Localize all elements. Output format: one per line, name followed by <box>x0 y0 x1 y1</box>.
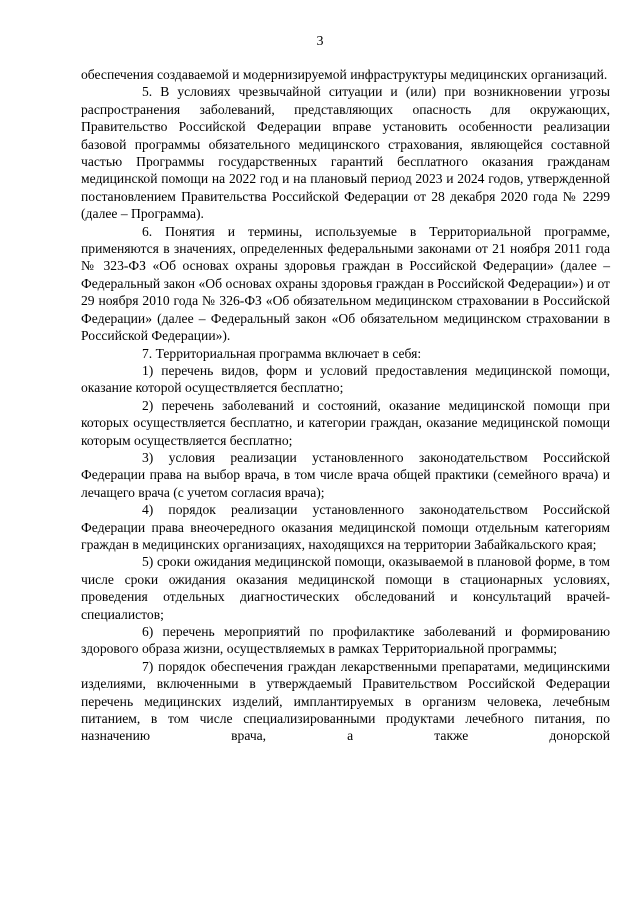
paragraph-continuation: обеспечения создаваемой и модернизируемой инфраструктуры медицинских организаций. <box>81 67 608 82</box>
list-item-7: 7) порядок обеспечения граждан лекарственными препаратами, медицинскими изделиями, включенными в утверждаемый Правительством Российской Федерации перечень медицинских изделий, имплантируемых в организм человека, лечебным питанием, в том числе специализированными продуктами лечебного питания, по назначению врача, а также донорской <box>81 658 610 744</box>
page-number: 3 <box>316 34 324 49</box>
list-item-1: 1) перечень видов, форм и условий предоставления медицинской помощи, оказание которой осуществляется бесплатно; <box>81 362 610 396</box>
body-text <box>81 66 610 745</box>
list-item-3: 3) условия реализации установленного законодательством Российской Федерации права на выбор врача, в том числе врача общей практики (семейного врача) и лечащего врача (с учетом согласия врача); <box>81 449 610 500</box>
paragraph-item-5: 5. В условиях чрезвычайной ситуации и (или) при возникновении угрозы распространения заболеваний, представляющих опасность для окружающих, Правительство Российской Федерации вправе установить особенности реализации базовой программы обязательного медицинского страхования, являющейся составной частью Программы государственных гарантий бесплатного оказания гражданам медицинской помощи на 2022 год и на плановый период 2023 и 2024 годов, утвержденной постановлением Правительства Российской Федерации от 28 декабря 2020 года № 2299 (далее – Программа). <box>81 84 610 222</box>
list-item-5: 5) сроки ожидания медицинской помощи, оказываемой в плановой форме, в том числе сроки ожидания оказания медицинской помощи в стационарных условиях, проведения отдельных диагностических обследований и консультаций врачей-специалистов; <box>81 554 610 622</box>
paragraph-item-7: 7. Территориальная программа включает в себя: <box>142 345 422 361</box>
list-item-6: 6) перечень мероприятий по профилактике заболеваний и формированию здорового образа жизни, осуществляемых в рамках Территориальной программы; <box>81 624 610 657</box>
list-item-2: 2) перечень заболеваний и состояний, оказание медицинской помощи при которых осуществляется бесплатно, и категории граждан, оказание медицинской помощи которым осуществляется бесплатно; <box>81 397 610 448</box>
paragraph-item-6: 6. Понятия и термины, используемые в Территориальной программе, применяются в значениях, определенных федеральными законами от 21 ноября 2011 года № 323-ФЗ «Об основах охраны здоровья граждан в Российской Федерации» (далее – Федеральный закон «Об основах охраны здоровья граждан в Российской Федерации») и от 29 ноября 2010 года № 326-ФЗ «Об обязательном медицинском страховании в Российской Федерации» (далее – Федеральный закон «Об обязательном медицинском страховании в Российской Федерации»). <box>81 223 610 344</box>
list-item-4: 4) порядок реализации установленного законодательством Российской Федерации права внеочередного оказания медицинской помощи отдельным категориям граждан в медицинских организациях, находящихся на территории Забайкальского края; <box>81 502 610 552</box>
